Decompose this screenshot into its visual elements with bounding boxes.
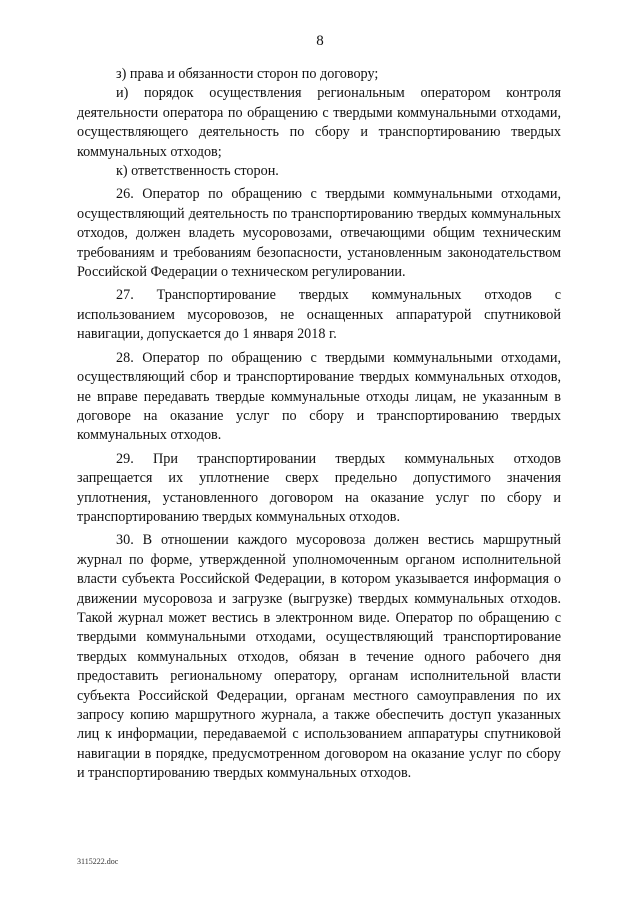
- document-file-code: 3115222.doc: [77, 857, 119, 866]
- paragraph-28: 28. Оператор по обращению с твердыми коммунальными отходами, осуществляющий сбор и транспортирование твердых коммунальных отходов, не вправе передавать твердые коммунальные отходы лицам, не указанным в договоре на оказание услуг по сбору и транспортированию твердых коммунальных отходов.: [77, 349, 561, 444]
- paragraph-29: 29. При транспортировании твердых коммунальных отходов запрещается их уплотнение сверх предельно допустимого значения уплотнения, установленного договором на оказание услуг по сбору и транспортированию твердых коммунальных отходов.: [77, 450, 561, 525]
- paragraph-item-z: з) права и обязанности сторон по договору;: [116, 66, 379, 82]
- paragraph-30: 30. В отношении каждого мусоровоза должен вестись маршрутный журнал по форме, утвержденной уполномоченным органом исполнительной власти субъекта Российской Федерации, в котором указывается информация о движении мусоровоза и загрузке (выгрузке) твердых коммунальных отходов. Такой журнал может вестись в электронном виде. Оператор по обращению с твердыми коммунальными отходами, осуществляющий транспортирование твердых коммунальных отходов, обязан в течение одного рабочего дня предоставить региональному оператору, органам исполнительной власти субъекта Российской Федерации, органам местного самоуправления по их запросу копию маршрутного журнала, а также обеспечить доступ указанных лиц к информации, передаваемой с использованием аппаратуры спутниковой навигации в порядке, предусмотренном договором на оказание услуг по сбору и транспортированию твердых коммунальных отходов.: [77, 532, 561, 782]
- page-number: 8: [316, 33, 324, 49]
- document-body: [77, 65, 561, 784]
- paragraph-27: 27. Транспортирование твердых коммунальных отходов с использованием мусоровозов, не оснащенных аппаратурой спутниковой навигации, допускается до 1 января 2018 г.: [77, 287, 561, 343]
- paragraph-item-k: к) ответственность сторон.: [116, 163, 279, 180]
- paragraph-26: 26. Оператор по обращению с твердыми коммунальными отходами, осуществляющий деятельность по транспортированию твердых коммунальных отходов, должен владеть мусоровозами, отвечающими общим техническим требованиям и требованиям безопасности, установленным законодательством Российской Федерации о техническом регулировании.: [77, 186, 561, 281]
- paragraph-item-i: и) порядок осуществления региональным оператором контроля деятельности оператора по обращению с твердыми коммунальными отходами, осуществляющего деятельность по сбору и транспортированию твердых коммунальных отходов;: [77, 85, 561, 160]
